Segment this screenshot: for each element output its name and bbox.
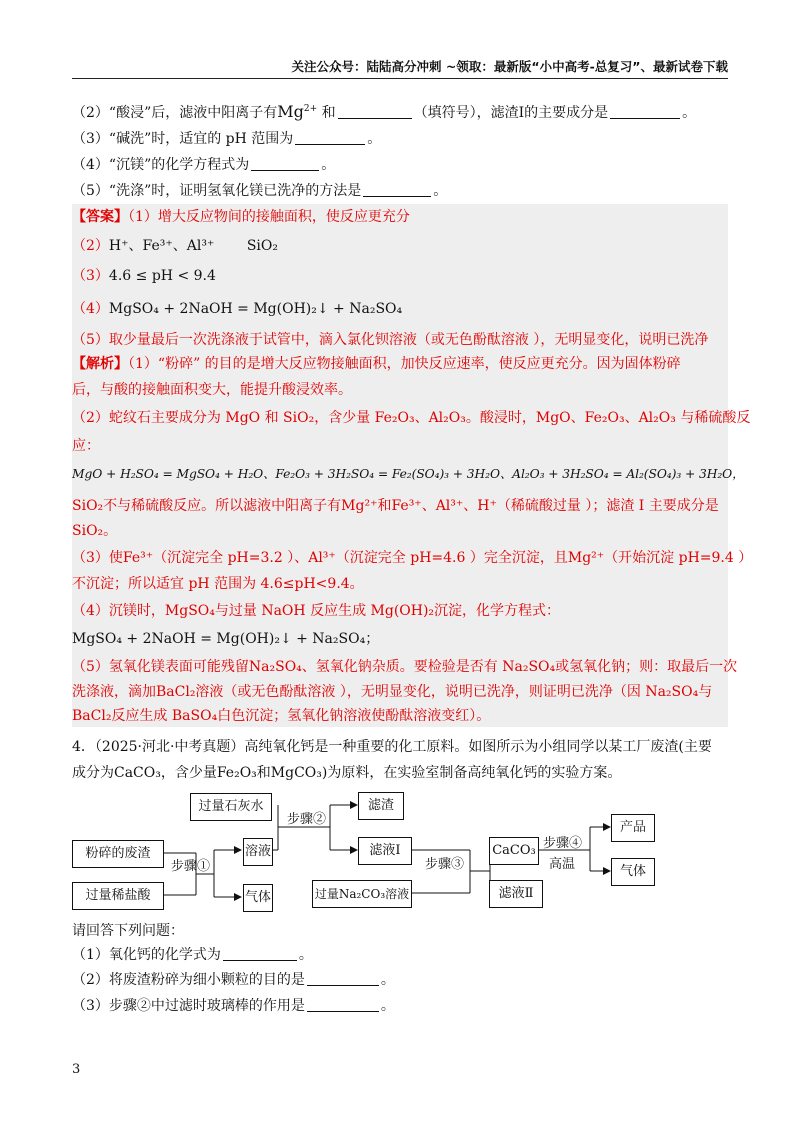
- analysis-2: （2）蛇纹石主要成分为 MgO 和 SiO₂，含少量 Fe₂O₃、Al₂O₃。酸浸时，MgO、Fe₂O₃、Al₂O₃ 与稀硫酸反: [72, 410, 751, 426]
- q4-s1-end: 。: [298, 947, 313, 963]
- flow-box-caco3: CaCO₃: [489, 837, 539, 865]
- analysis-1: （1）“粉碎” 的目的是增大反应物接触面积，加快反应速率，使反应更充分。因为固体粉碎: [128, 356, 681, 372]
- answer-2-ions: H⁺、Fe³⁺、Al³⁺: [108, 238, 215, 254]
- answer-2-label: （2）: [72, 238, 109, 254]
- q3-p3-text: （3）“碱洗”时，适宜的 pH 范围为: [72, 131, 294, 147]
- analysis-2b: 应：: [72, 438, 100, 454]
- q4-sub3: [72, 996, 395, 1016]
- answer-label: 【答案】: [72, 209, 128, 225]
- mg-symbol: Mg: [277, 102, 304, 121]
- q3-p2-text-d: 。: [682, 105, 697, 121]
- analysis-label: 【解析】: [72, 356, 128, 372]
- q3-p2-text-b: 和: [321, 105, 336, 121]
- analysis-2-equations: MgO + H₂SO₄ = MgSO₄ + H₂O、Fe₂O₃ + 3H₂SO₄ = Fe₂(SO₄)₃ + 3H₂O、Al₂O₃ + 3H₂SO₄ = Al₂(SO₄)₃ + 3H₂O，: [72, 467, 745, 481]
- q3-p2-text-a: （2）“酸浸”后，滤液中阳离子有: [72, 105, 278, 121]
- flow-box-lime: 过量石灰水: [190, 793, 272, 821]
- analysis-5b: 洗涤液，滴加BaCl₂溶液（或无色酚酞溶液 ），无明显变化，说明已洗净，则证明已洗净（因 Na₂SO₄与: [72, 684, 713, 700]
- flow-step2-label: 步骤②: [287, 812, 327, 827]
- analysis-4-equation: MgSO₄ + 2NaOH = Mg(OH)₂↓ + Na₂SO₄；: [72, 631, 380, 647]
- q4-sub2: [72, 970, 395, 990]
- analysis-2c: SiO₂不与稀硫酸反应。所以滤液中阳离子有Mg²⁺和Fe³⁺、Al³⁺、H⁺（稀硫酸过量 ）；滤渣 Ⅰ 主要成分是: [72, 498, 719, 514]
- q3-p5-end: 。: [433, 183, 448, 199]
- q4-s3-text: （3）步骤②中过滤时玻璃棒的作用是: [72, 998, 305, 1014]
- q3-p3-end: 。: [367, 131, 382, 147]
- answer-3-value: 4.6 ≤ pH < 9.4: [108, 268, 216, 284]
- q4-s2-end: 。: [380, 972, 395, 988]
- answer-4-label: （4）: [72, 301, 109, 317]
- q3-p5-text: （5）“洗涤”时，证明氢氧化镁已洗净的方法是: [72, 183, 362, 199]
- flow-box-na2co3: 过量Na₂CO₃溶液: [312, 880, 412, 908]
- q4-prompt-text: 请回答下列问题：: [72, 923, 184, 939]
- q4-intro-text-2: 成分为CaCO₃，含少量Fe₂O₃和MgCO₃)为原料，在实验室制备高纯氧化钙的实验方案。: [72, 765, 622, 781]
- flow-step3-label: 步骤③: [425, 857, 465, 872]
- flow-box-acid: 过量稀盐酸: [72, 882, 164, 910]
- analysis-5: （5）氢氧化镁表面可能残留Na₂SO₄、氢氧化钠杂质。要检验是否有 Na₂SO₄或氢氧化钠；则：取最后一次: [72, 659, 738, 675]
- analysis-4: （4）沉镁时，MgSO₄与过量 NaOH 反应生成 Mg(OH)₂沉淀，化学方程式：: [72, 603, 561, 619]
- q4-intro-text-1: 4．（2025·河北·中考真题）高纯氧化钙是一种重要的化工原料。如图所示为小组同学以某工厂废渣(主要: [72, 739, 712, 755]
- answer-4-equation: MgSO₄ + 2NaOH = Mg(OH)₂↓ + Na₂SO₄: [108, 301, 403, 317]
- q3-p2-text-c: （填符号），滤渣Ⅰ的主要成分是: [413, 105, 609, 121]
- answer-blank[interactable]: [307, 997, 379, 1012]
- answer-3-label: （3）: [72, 268, 109, 284]
- flow-step4-label: 步骤④: [543, 836, 583, 851]
- flow-step1-label: 步骤①: [171, 859, 211, 874]
- analysis-5c: BaCl₂反应生成 BaSO₄白色沉淀；氢氧化钠溶液使酚酞溶液变红）。: [72, 708, 491, 724]
- flow-box-gas-2: 气体: [611, 858, 655, 886]
- flow-box-solution: 溶液: [243, 838, 273, 866]
- flow-box-product: 产品: [611, 814, 655, 842]
- flow-box-filtrate-2: 滤液Ⅱ: [489, 880, 543, 908]
- q4-s3-end: 。: [380, 998, 395, 1014]
- answer-blank[interactable]: [307, 971, 379, 986]
- q4-s1-text: （1）氧化钙的化学式为: [72, 947, 221, 963]
- page-header: 关注公众号：陆陆高分冲刺 ~领取：最新版“小中高考-总复习”、最新试卷下载: [291, 59, 728, 74]
- analysis-1b: 后，与酸的接触面积变大，能提升酸浸效率。: [72, 382, 352, 398]
- analysis-3b: 不沉淀；所以适宜 pH 范围为 4.6≤pH<9.4。: [72, 576, 364, 592]
- q4-sub1: [72, 945, 313, 965]
- flow-box-powder: 粉碎的废渣: [72, 840, 164, 868]
- page-number: 3: [72, 1062, 81, 1077]
- flow-box-gas-1: 气体: [243, 884, 273, 912]
- flow-step4-condition: 高温: [549, 857, 576, 872]
- q3-p4-text: （4）“沉镁”的化学方程式为: [72, 157, 250, 173]
- flow-box-residue: 滤渣: [358, 792, 404, 820]
- analysis-3: （3）使Fe³⁺（沉淀完全 pH=3.2 ）、Al³⁺（沉淀完全 pH=4.6 ）完全沉淀，且Mg²⁺（开始沉淀 pH=9.4 ）: [72, 550, 753, 566]
- answer-blank[interactable]: [223, 946, 297, 961]
- mg-charge: 2+: [303, 104, 318, 114]
- answer-2-residue: SiO₂: [246, 238, 278, 254]
- answer-1: （1）增大反应物间的接触面积，使反应更充分: [128, 209, 410, 225]
- q4-prompt: [72, 921, 184, 941]
- flow-box-filtrate-1: 滤液Ⅰ: [358, 837, 412, 865]
- answer-5: （5）取少量最后一次洗涤液于试管中，滴入氯化钡溶液（或无色酚酞溶液 ），无明显变化，说明已洗净: [72, 332, 709, 348]
- q4-s2-text: （2）将废渣粉碎为细小颗粒的目的是: [72, 972, 305, 988]
- q3-p4-end: 。: [321, 157, 336, 173]
- analysis-2d: SiO₂。: [72, 523, 118, 539]
